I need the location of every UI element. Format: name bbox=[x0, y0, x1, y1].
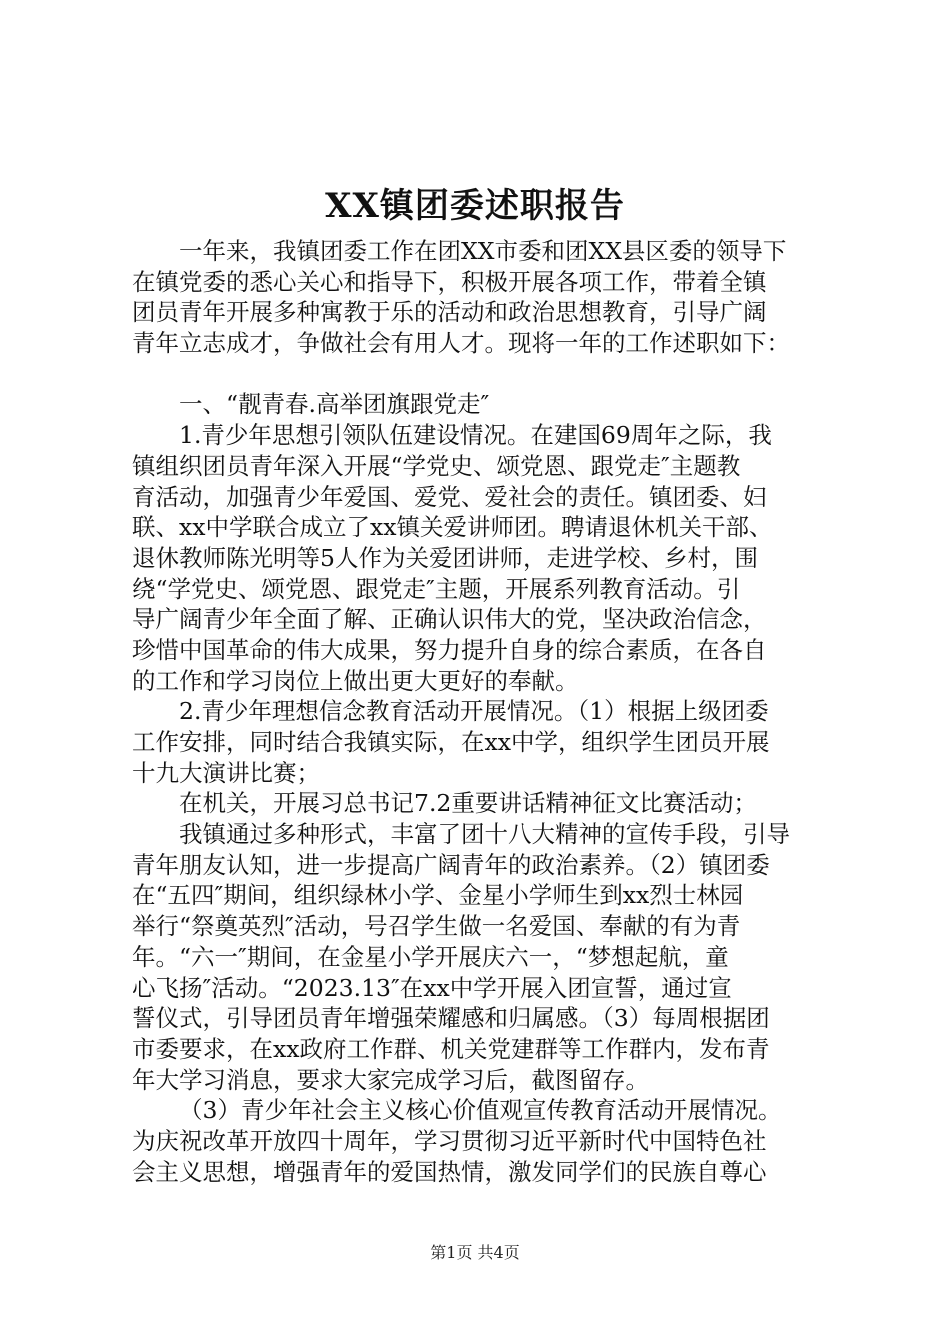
text-line: 市委要求，在xx政府工作群、机关党建群等工作群内，发布青 bbox=[132, 1034, 770, 1063]
text-line: （3）青少年社会主义核心价值观宣传教育活动开展情况。 bbox=[179, 1096, 782, 1125]
text-line: 为庆祝改革开放四十周年，学习贯彻习近平新时代中国特色社 bbox=[132, 1126, 767, 1155]
text-line: 的工作和学习岗位上做出更大更好的奉献。 bbox=[132, 666, 579, 695]
text-line: 育活动，加强青少年爱国、爱党、爱社会的责任。镇团委、妇 bbox=[132, 482, 767, 511]
text-line: 举行“祭奠英烈″活动，号召学生做一名爱国、奉献的有为青 bbox=[132, 912, 741, 941]
paragraph-item2-c bbox=[132, 819, 832, 1095]
text-line: 心飞扬″活动。“2023.13″在xx中学开展入团宣誓，通过宣 bbox=[132, 973, 732, 1002]
section-heading: 一、“靓青春.高举团旗跟党走″ bbox=[179, 390, 490, 419]
page-footer: 第1页 共4页 bbox=[430, 1243, 520, 1262]
text-line: 珍惜中国革命的伟大成果，努力提升自身的综合素质，在各自 bbox=[132, 635, 767, 664]
text-line: 绕“学党史、颂党恩、跟党走″主题，开展系列教育活动。引 bbox=[132, 574, 741, 603]
text-line: 2.青少年理想信念教育活动开展情况。（1）根据上级团委 bbox=[179, 697, 769, 726]
page-title: XX镇团委述职报告 bbox=[325, 186, 625, 226]
text-line: 联、xx中学联合成立了xx镇关爱讲师团。聘请退休机关干部、 bbox=[132, 513, 773, 542]
text-line: 会主义思想，增强青年的爱国热情，激发同学们的民族自尊心 bbox=[132, 1157, 767, 1186]
text-line: 在机关，开展习总书记7.2重要讲话精神征文比赛活动； bbox=[179, 789, 757, 818]
text-line: 在“五四″期间，组织绿林小学、金星小学师生到xx烈士林园 bbox=[132, 881, 744, 910]
text-line: 我镇通过多种形式，丰富了团十八大精神的宣传手段，引导 bbox=[179, 820, 790, 849]
text-line: 一年来，我镇团委工作在团XX市委和团XX县区委的领导下 bbox=[179, 237, 787, 265]
text-line: 年大学习消息，要求大家完成学习后，截图留存。 bbox=[132, 1065, 649, 1094]
text-line: 退休教师陈光明等5人作为关爱团讲师，走进学校、乡村，围 bbox=[132, 543, 758, 572]
text-line: 年。“六一″期间，在金星小学开展庆六一，“梦想起航，童 bbox=[132, 942, 729, 971]
text-line: 誓仪式，引导团员青年增强荣耀感和归属感。（3）每周根据团 bbox=[132, 1004, 770, 1033]
paragraph-item2 bbox=[132, 696, 832, 788]
text-line: 青年立志成才，争做社会有用人才。现将一年的工作述职如下： bbox=[132, 329, 790, 358]
text-line: 在镇党委的悉心关心和指导下，积极开展各项工作，带着全镇 bbox=[132, 267, 767, 296]
text-line: 1.青少年思想引领队伍建设情况。在建国69周年之际，我 bbox=[179, 421, 772, 450]
text-line: 十九大演讲比赛； bbox=[132, 758, 320, 787]
document-body bbox=[132, 236, 832, 1187]
paragraph-item3 bbox=[132, 1095, 832, 1187]
paragraph-item1 bbox=[132, 420, 832, 696]
paragraph-item2-b bbox=[132, 788, 832, 819]
text-line: 镇组织团员青年深入开展“学党史、颂党恩、跟党走″主题教 bbox=[132, 451, 741, 480]
text-line: 工作安排，同时结合我镇实际，在xx中学，组织学生团员开展 bbox=[132, 728, 770, 756]
text-line: 团员青年开展多种寓教于乐的活动和政治思想教育，引导广阔 bbox=[132, 298, 767, 327]
text-line: 青年朋友认知，进一步提高广阔青年的政治素养。（2）镇团委 bbox=[132, 850, 770, 879]
paragraph-intro bbox=[132, 236, 832, 359]
text-line: 导广阔青少年全面了解、正确认识伟大的党，坚决政治信念， bbox=[132, 605, 767, 634]
